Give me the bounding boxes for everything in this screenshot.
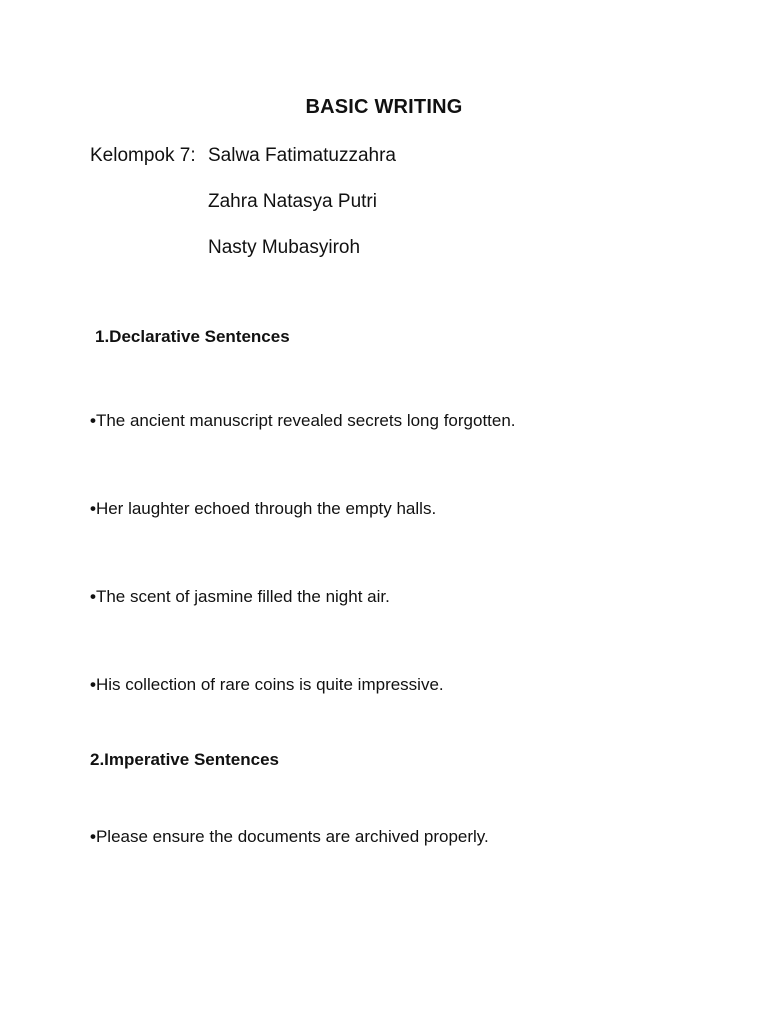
list-item-text: The scent of jasmine filled the night air. [95, 587, 390, 606]
member-name-3: Nasty Mubasyiroh [208, 237, 361, 258]
document-title: BASIC WRITING [305, 96, 463, 118]
list-item [90, 411, 516, 431]
member-name-2: Zahra Natasya Putri [208, 191, 377, 212]
list-item [90, 587, 390, 607]
section-heading-declarative: 1.Declarative Sentences [95, 327, 290, 346]
list-item-text: Please ensure the documents are archived properly. [95, 827, 489, 846]
list-item [90, 499, 436, 519]
bullet-icon: • [90, 411, 96, 430]
list-item [90, 675, 444, 695]
list-item-text: The ancient manuscript revealed secrets long forgotten. [95, 411, 516, 430]
bullet-icon: • [90, 827, 96, 846]
section-heading-imperative: 2.Imperative Sentences [90, 750, 279, 769]
group-label: Kelompok 7: [90, 145, 196, 166]
list-item-text: Her laughter echoed through the empty halls. [95, 499, 437, 518]
list-item [90, 827, 489, 847]
bullet-icon: • [90, 587, 96, 606]
bullet-icon: • [90, 499, 96, 518]
bullet-icon: • [90, 675, 96, 694]
member-name-1: Salwa Fatimatuzzahra [208, 145, 396, 166]
list-item-text: His collection of rare coins is quite impressive. [95, 675, 444, 694]
